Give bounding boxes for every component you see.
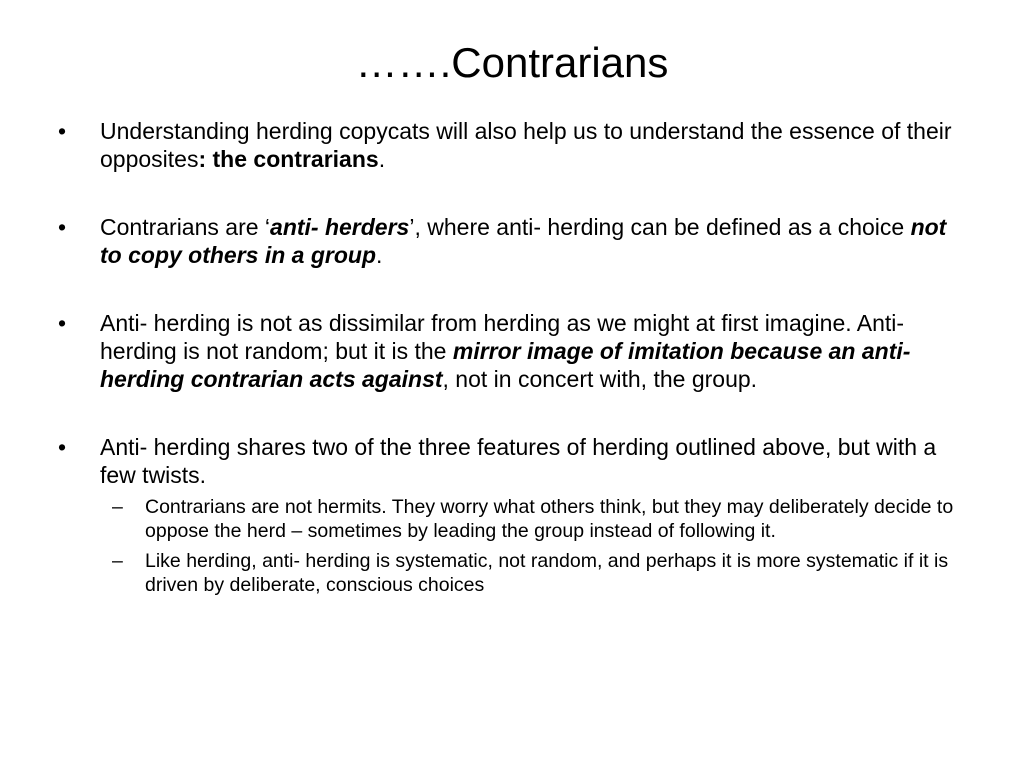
bullet-dot-icon: • xyxy=(58,434,67,460)
bullet-text xyxy=(100,214,946,268)
bold-segment: : the contrarians xyxy=(198,146,379,172)
text-segment: ’, where anti- herding can be defined as a choice xyxy=(409,214,911,240)
text-segment: Anti- herding is not as dissimilar from herding as we might at first imagine. Anti-herding is not random; but it is the xyxy=(100,310,905,364)
bullet-dot-icon: • xyxy=(58,118,67,144)
sub-bullet-text: Contrarians are not hermits. They worry what others think, but they may deliberately decide to oppose the herd – sometimes by leading the group instead of following it. xyxy=(145,496,954,542)
text-segment: Understanding herding copycats will also help us to understand the essence of their opposites xyxy=(100,118,952,172)
bold-italic-segment: mirror image of imitation because an anti-herding contrarian acts against xyxy=(100,338,911,392)
bullet-dot-icon: • xyxy=(58,214,67,240)
text-segment: . xyxy=(376,242,383,268)
bullet-item xyxy=(54,117,974,173)
bullet-text xyxy=(100,310,910,392)
sub-bullet-dash-icon: – xyxy=(112,496,123,518)
text-segment: . xyxy=(378,146,386,172)
bullet-item xyxy=(54,309,974,393)
sub-bullet-item xyxy=(100,549,974,597)
bullet-item xyxy=(54,433,974,597)
sub-bullet-item xyxy=(100,495,974,543)
bold-italic-segment: anti- herders xyxy=(270,214,410,240)
bullet-text: Anti- herding shares two of the three features of herding outlined above, but with a few twists. xyxy=(100,434,937,488)
sub-bullet-text: Like herding, anti- herding is systematic, not random, and perhaps it is more systematic if it is driven by deliberate, conscious choices xyxy=(145,550,949,596)
bullet-item xyxy=(54,213,974,269)
sub-bullet-dash-icon: – xyxy=(112,550,123,572)
bullet-text xyxy=(100,118,952,172)
bold-italic-segment: not to copy others in a group xyxy=(100,214,947,268)
bullet-dot-icon: • xyxy=(58,310,67,336)
slide-title: …….Contrarians xyxy=(355,39,669,86)
slide-body xyxy=(54,117,974,597)
text-segment: Contrarians are ‘ xyxy=(100,214,271,240)
text-segment: , not in concert with, the group. xyxy=(442,366,758,392)
